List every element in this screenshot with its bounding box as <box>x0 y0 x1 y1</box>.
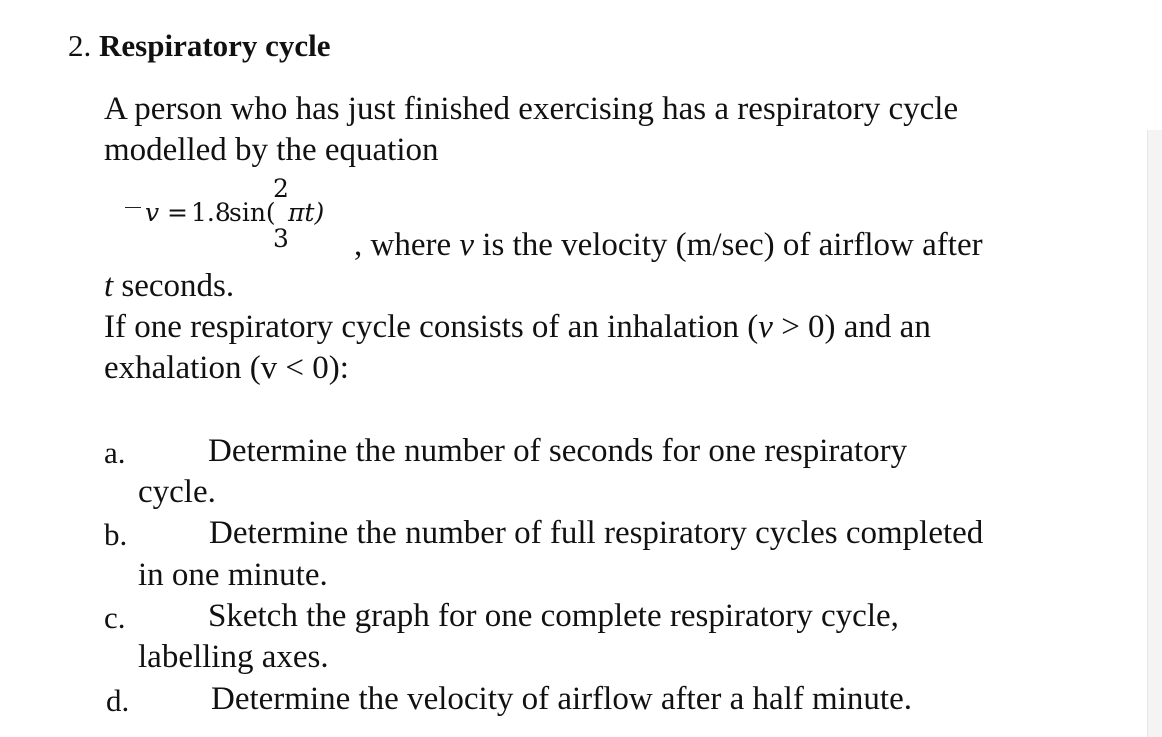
item-a-line-1: Determine the number of seconds for one respiratory <box>208 433 908 469</box>
equation <box>145 174 365 258</box>
intro-line-1: A person who has just finished exercising has a respiratory cycle <box>104 91 959 127</box>
item-a-letter: a. <box>104 435 126 470</box>
where-clause <box>354 225 983 265</box>
equation-pi-t: πt) <box>288 198 325 227</box>
where-rest: is the velocity (m/sec) of airflow after <box>482 227 983 263</box>
fraction-bar <box>125 207 141 208</box>
condition-line-1-a: If one respiratory cycle consists of an inhalation ( <box>104 309 759 345</box>
condition-line-1-b: > 0) and an <box>781 309 931 345</box>
equation-lhs: v <box>145 198 160 227</box>
condition-variable-v: v <box>758 309 773 345</box>
equation-sin: sin( <box>229 198 276 227</box>
equation-equals: = <box>167 198 188 227</box>
equation-fraction-denominator: 3 <box>273 224 289 253</box>
question-heading <box>68 28 331 64</box>
where-variable-v: v <box>459 227 475 263</box>
item-c-letter: c. <box>104 600 126 635</box>
item-b-line-2: in one minute. <box>138 557 328 593</box>
question-title: Respiratory cycle <box>99 28 331 63</box>
item-b-line-1: Determine the number of full respiratory cycles completed <box>209 515 984 551</box>
where-word: where <box>370 227 452 263</box>
item-a-line-2: cycle. <box>138 474 216 510</box>
question-number: 2. <box>68 28 92 63</box>
item-c-line-1: Sketch the graph for one complete respiratory cycle, <box>208 598 899 634</box>
t-seconds-rest: seconds. <box>121 268 235 304</box>
where-comma: , <box>354 227 363 263</box>
item-c-line-2: labelling axes. <box>138 639 329 675</box>
equation-coefficient: 1.8 <box>191 198 231 227</box>
condition-line-2: exhalation (v < 0): <box>104 350 349 386</box>
equation-fraction-numerator: 2 <box>273 174 289 203</box>
item-b-letter: b. <box>104 517 128 552</box>
intro-line-2: modelled by the equation <box>104 132 439 168</box>
condition-line-1 <box>104 307 931 347</box>
t-seconds-line <box>104 266 234 306</box>
item-d-letter: d. <box>106 683 130 718</box>
variable-t: t <box>104 268 114 304</box>
vertical-scrollbar[interactable] <box>1147 130 1162 737</box>
item-d-line-1: Determine the velocity of airflow after a half minute. <box>211 681 912 717</box>
